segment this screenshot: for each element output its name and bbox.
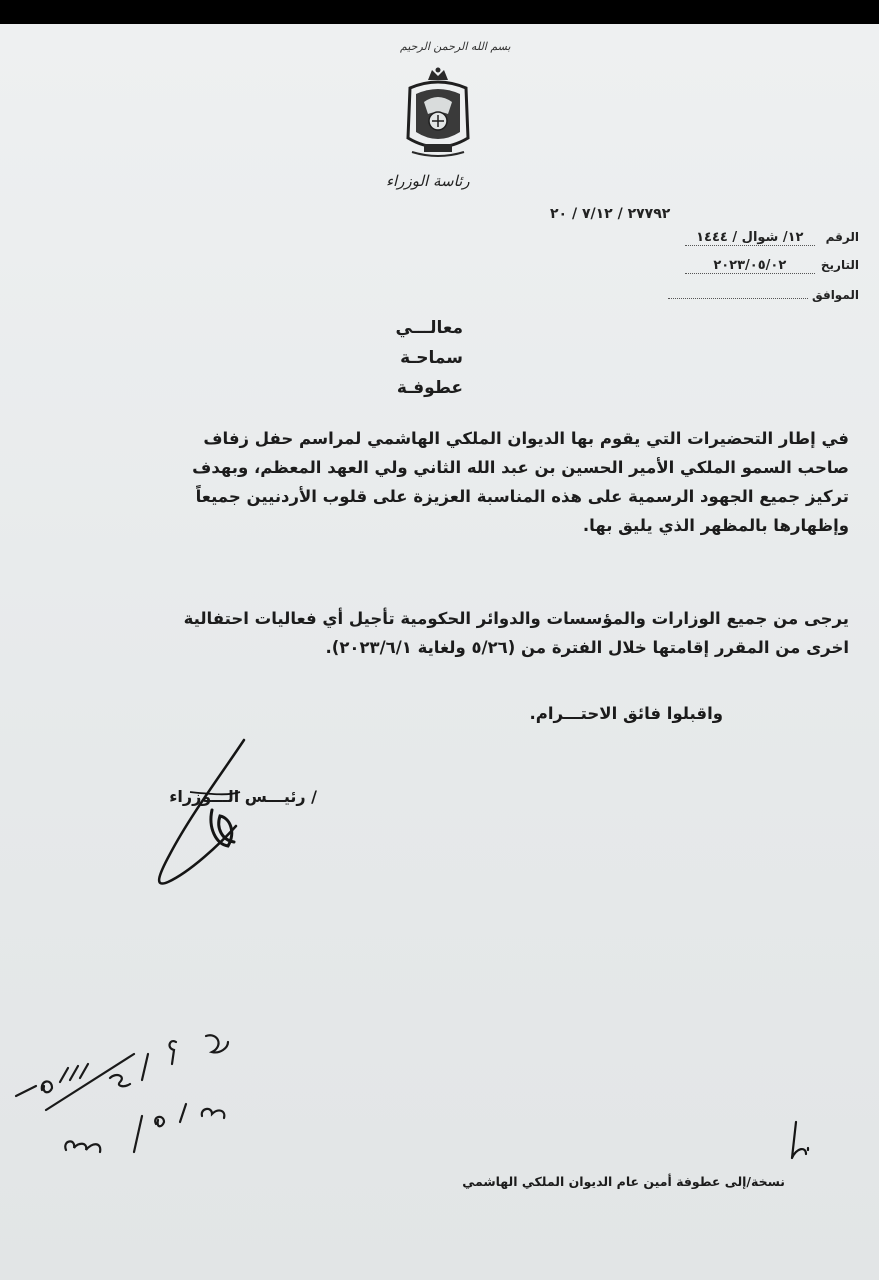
closing-line: واقبلوا فائق الاحتـــرام.	[529, 704, 723, 723]
date-value: ٢٠٢٣/٠٥/٠٢	[685, 258, 815, 274]
number-label: الرقم	[825, 230, 859, 244]
number-value: ١٢/ شوال / ١٤٤٤	[685, 230, 815, 246]
issuer-name: رئاسة الوزراء	[386, 172, 470, 190]
body-paragraph-2: يرجى من جميع الوزارات والمؤسسات والدوائر الحكومية تأجيل أي فعاليات احتفالية اخرى من المقرر إقامتها خلال الفترة من (٥/٢٦ ولغاية ٢٠٢٣/٦/١).	[183, 609, 849, 657]
signatory-title: / رئيـــس الـــوزراء	[169, 787, 317, 806]
handwritten-initials	[778, 1118, 812, 1166]
jordan-coat-of-arms-icon	[402, 66, 474, 160]
addressee-2: سماحـة	[400, 348, 463, 368]
date-label: التاريخ	[820, 258, 859, 272]
addressee-1: معالـــي	[395, 318, 463, 338]
letterhead-top-script: بسم الله الرحمن الرحيم	[400, 40, 511, 53]
body-paragraph-1: في إطار التحضيرات التي يقوم بها الديوان الملكي الهاشمي لمراسم حفل زفاف صاحب السمو الملكي الأمير الحسين بن عبد الله الثاني ولي العهد المعظم، وبهدف تركيز جميع الجهود الرسمية على هذه المناسبة العزيزة على قلوب الأردنيين جميعاً وإظهارها بالمظهر الذي يليق بها.	[192, 429, 849, 535]
corresponding-value	[668, 298, 808, 299]
top-black-bar	[0, 0, 879, 24]
addressee-3: عطوفـة	[396, 378, 463, 398]
date-row	[685, 258, 859, 274]
corresponding-row	[668, 288, 859, 302]
handwritten-signature	[150, 736, 260, 888]
reference-stamp: ٢٧٧٩٢ / ٧/١٢ / ٢٠	[550, 206, 671, 222]
number-row	[685, 230, 859, 246]
handwritten-date-annotation	[6, 1024, 246, 1174]
corresponding-label: الموافق	[812, 288, 859, 302]
copy-to-note: نسخة/إلى عطوفة أمين عام الديوان الملكي الهاشمي	[462, 1174, 785, 1189]
